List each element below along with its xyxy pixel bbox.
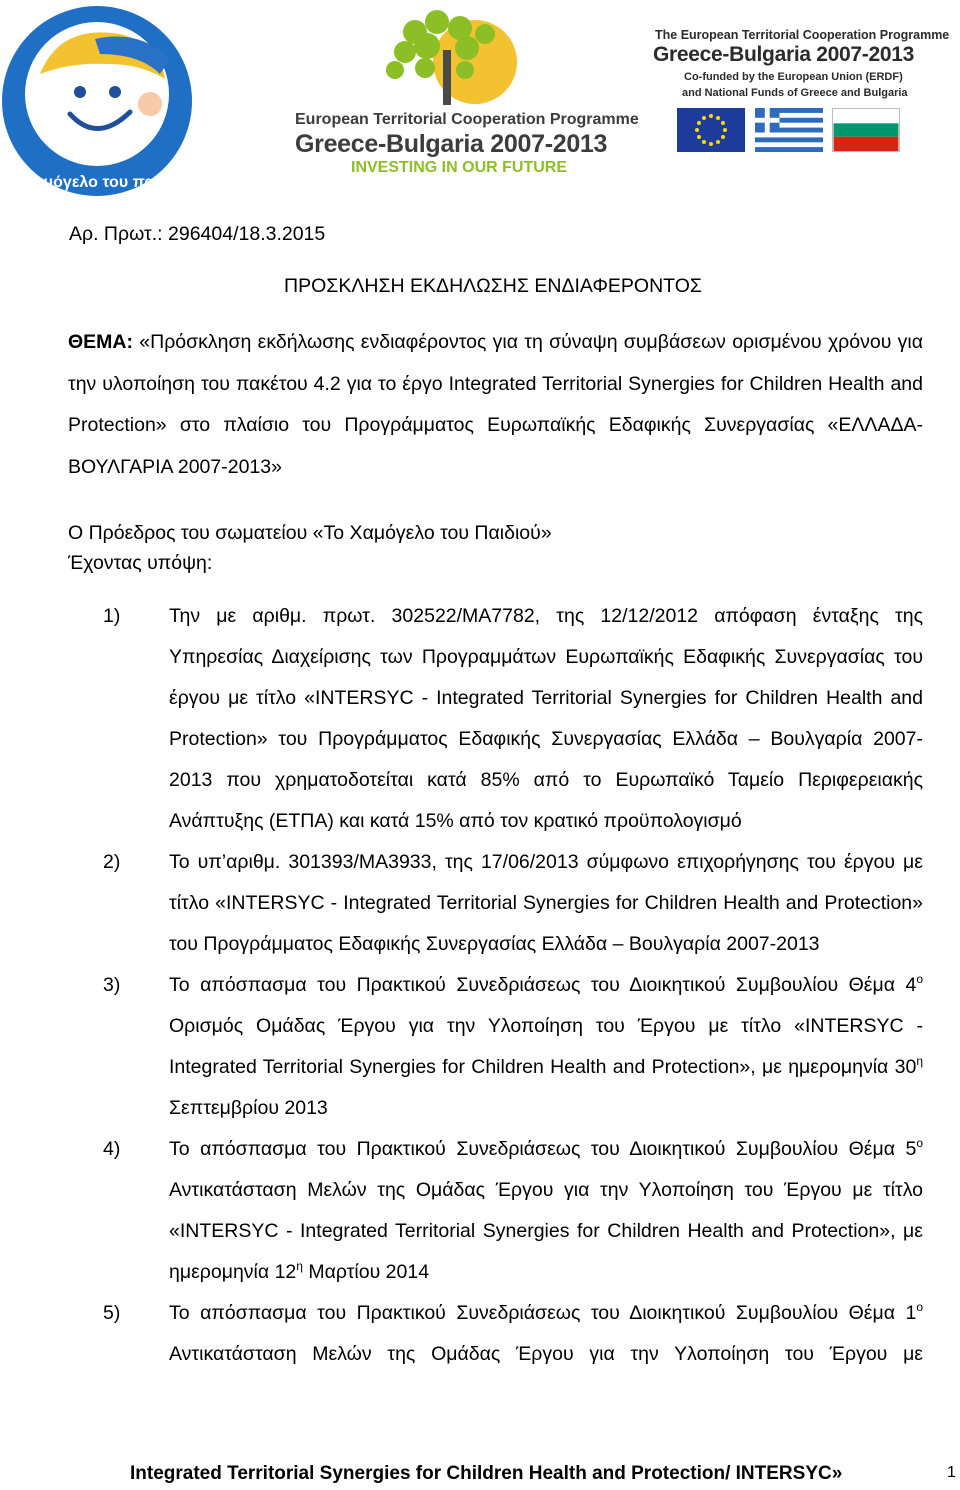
programme-block [652, 28, 952, 158]
list-item-text: Την με αριθμ. πρωτ. 302522/ΜΑ7782, της 12/12/2012 απόφαση ένταξης της Υπηρεσίας Διαχείρισης των Προγραμμάτων Ευρωπαϊκής Εδαφικής Συνεργασίας του έργου με τίτλο «INTERSYC - Integrated Territorial Synergies for Children Health and Protection» του Προγράμματος Εδαφικής Συνεργασίας Ελλάδα – Βουλγαρία 2007-2013 που χρηματοδοτείται κατά 85% από το Ευρωπαϊκό Ταμείο Περιφερειακής Ανάπτυξης (ΕΤΠΑ) και κατά 15% από τον κρατικό προϋπολογισμό [169, 605, 923, 832]
logo-gb-line1: European Territorial Cooperation Programme [295, 111, 639, 128]
topic-paragraph [68, 322, 923, 488]
list-item-number: 2) [103, 851, 121, 873]
logo-gb-line2: Greece-Bulgaria 2007-2013 [295, 130, 608, 158]
list-item [0, 1293, 960, 1375]
topic-text: «Πρόσκληση εκδήλωσης ενδιαφέροντος για τη σύναψη συμβάσεων ορισμένου χρόνου για την υλοποίηση του πακέτου 4.2 για το έργο Integrated Territorial Synergies for Children Health and Protection» στο πλαίσιο του Προγράμματος Ευρωπαϊκής Εδαφικής Συνεργασίας «ΕΛΛΑΔΑ-ΒΟΥΛΓΑΡΙΑ 2007-2013» [68, 331, 923, 478]
page-number: 1 [947, 1464, 956, 1481]
smile-of-the-child-logo [0, 4, 195, 199]
list-item-number: 5) [103, 1302, 121, 1324]
greece-bulgaria-logo [295, 10, 639, 180]
list-item [0, 1129, 960, 1293]
list-item-text: Το απόσπασμα του Πρακτικού Συνεδριάσεως του Διοικητικού Συμβουλίου Θέμα $1^o$ Αντικατάσταση Μελών της Ομάδας Έργου για την Υλοποίηση του Έργου με [169, 1300, 923, 1365]
programme-line2: Greece-Bulgaria 2007-2013 [653, 43, 914, 66]
logo-text: Το χαμόγελο του παιδιού [2, 174, 192, 191]
topic-label: ΘΕΜΑ: [68, 331, 133, 353]
list-item-number: 4) [103, 1138, 121, 1160]
document-title: ΠΡΟΣΚΛΗΣΗ ΕΚΔΗΛΩΣΗΣ ΕΝΔΙΑΦΕΡΟΝΤΟΣ [284, 275, 702, 297]
logo-gb-line3: INVESTING IN OUR FUTURE [351, 159, 568, 176]
programme-line1: The European Territorial Cooperation Programme [655, 28, 950, 42]
tree-icon [365, 10, 535, 105]
reference-number: Αρ. Πρωτ.: 296404/18.3.2015 [69, 223, 326, 245]
list-item [0, 842, 960, 965]
bulgarian-flag-icon [832, 108, 900, 152]
list-item-text: Το υπ’αριθμ. 301393/ΜΑ3933, της 17/06/2013 σύμφωνο επιχορήγησης του έργου με τίτλο «INTERSYC - Integrated Territorial Synergies for Children Health and Protection» του Προγράμματος Εδαφικής Συνεργασίας Ελλάδα – Βουλγαρία 2007-2013 [169, 851, 923, 955]
page-footer: Integrated Territorial Synergies for Children Health and Protection/ INTERSYC» [130, 1463, 843, 1484]
programme-line4: and National Funds of Greece and Bulgaria [682, 87, 908, 99]
list-item-number: 3) [103, 974, 121, 996]
considering-label: Έχοντας υπόψη: [68, 552, 213, 574]
programme-line3: Co-funded by the European Union (ERDF) [684, 71, 903, 83]
list-item-number: 1) [103, 605, 121, 627]
page-header [0, 0, 960, 205]
list-item [0, 596, 960, 842]
considerations-list [0, 596, 960, 1375]
greek-flag-icon [755, 108, 823, 152]
eu-flag-icon [677, 108, 745, 152]
president-line: Ο Πρόεδρος του σωματείου «Το Χαμόγελο του Παιδιού» [68, 522, 552, 544]
list-item-text: Το απόσπασμα του Πρακτικού Συνεδριάσεως του Διοικητικού Συμβουλίου Θέμα $4^o$ Ορισμός Ομάδας Έργου για την Υλοποίηση του Έργου με τίτλο «INTERSYC - Integrated Territorial Synergies for Children Health and Protection», με ημερομηνία $30^\eta$ Σεπτεμβρίου 2013 [169, 972, 923, 1119]
list-item [0, 965, 960, 1129]
list-item-text: Το απόσπασμα του Πρακτικού Συνεδριάσεως του Διοικητικού Συμβουλίου Θέμα $5^o$ Αντικατάσταση Μελών της Ομάδας Έργου για την Υλοποίηση του Έργου με τίτλο «INTERSYC - Integrated Territorial Synergies for Children Health and Protection», με ημερομηνία $12^\eta$ Μαρτίου 2014 [169, 1136, 923, 1283]
